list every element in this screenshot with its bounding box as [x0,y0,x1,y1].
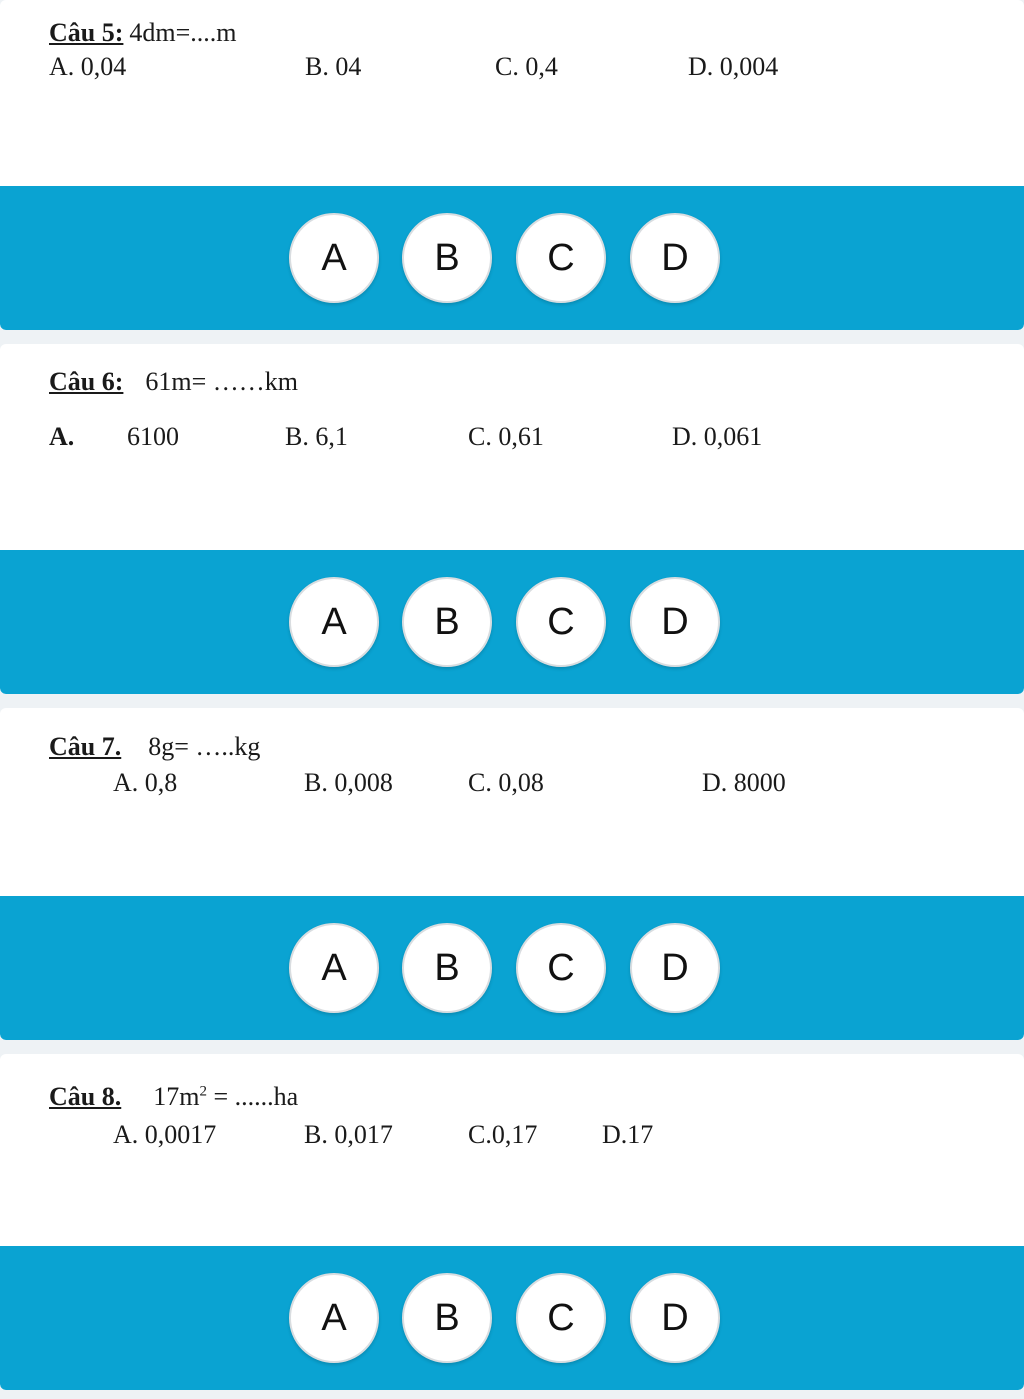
question-label: Câu 6: [49,367,124,396]
question-text: 4dm=....m [129,18,237,47]
answer-button-d[interactable]: D [630,213,720,303]
option-a: A. 0,0017 [113,1120,217,1149]
answer-button-c[interactable]: C [516,1273,606,1363]
answer-button-a[interactable]: A [289,923,379,1013]
option-d: D. 0,061 [672,422,763,451]
answer-button-d[interactable]: D [630,577,720,667]
question-label: Câu 7. [49,732,122,761]
question-text: 61m= ……km [145,367,299,396]
question-8-prompt [49,1082,298,1112]
option-a-letter: A. [49,422,75,451]
answer-button-b[interactable]: B [402,923,492,1013]
answer-button-b[interactable]: B [402,1273,492,1363]
option-c: C. 0,08 [468,768,544,797]
answer-bar [0,1246,1024,1390]
question-card-8 [0,1054,1024,1390]
option-d: D.17 [602,1120,654,1149]
answer-button-a[interactable]: A [289,577,379,667]
question-7-prompt [49,732,260,762]
question-6-prompt [49,367,298,397]
option-a: A. 0,04 [49,52,127,81]
answer-bar [0,186,1024,330]
option-d: D. 8000 [702,768,786,797]
answer-button-d[interactable]: D [630,923,720,1013]
question-5-prompt [49,18,237,48]
answer-bar [0,896,1024,1040]
question-card-7 [0,708,1024,1040]
option-c: C. 0,4 [495,52,558,81]
superscript-exponent: 2 [199,1083,207,1100]
answer-button-c[interactable]: C [516,923,606,1013]
option-b: B. 0,017 [304,1120,393,1149]
answer-button-c[interactable]: C [516,213,606,303]
answer-button-d[interactable]: D [630,1273,720,1363]
option-b: B. 04 [305,52,362,81]
option-c: C. 0,61 [468,422,544,451]
question-text: 8g= …..kg [148,732,261,761]
question-text [153,1082,298,1111]
option-a: A. 0,8 [113,768,178,797]
option-c: C.0,17 [468,1120,538,1149]
answer-button-a[interactable]: A [289,1273,379,1363]
answer-button-b[interactable]: B [402,577,492,667]
question-text-prefix: 17m [153,1082,200,1111]
question-card-5 [0,0,1024,330]
question-card-6 [0,344,1024,694]
answer-button-a[interactable]: A [289,213,379,303]
option-a-value: 6100 [127,422,179,451]
question-label: Câu 5: [49,18,124,47]
question-text-suffix: = ......ha [206,1082,299,1111]
answer-bar [0,550,1024,694]
option-b: B. 0,008 [304,768,393,797]
option-b: B. 6,1 [285,422,348,451]
answer-button-b[interactable]: B [402,213,492,303]
answer-button-c[interactable]: C [516,577,606,667]
question-label: Câu 8. [49,1082,122,1111]
option-d: D. 0,004 [688,52,779,81]
